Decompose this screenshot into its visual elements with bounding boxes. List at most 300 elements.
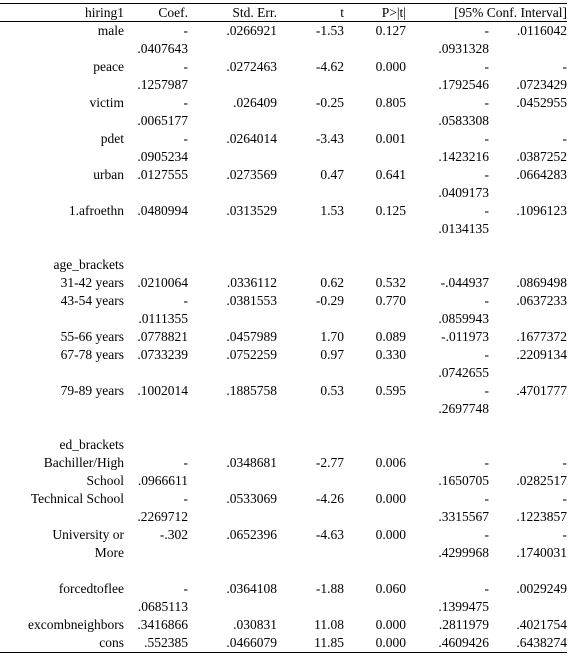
coef-cell-line: .0210064 [137,275,188,290]
ci-lower-cell-line: .0583308 [438,113,489,128]
header-p-value: P>|t| [344,4,406,22]
std-err-cell-line: .0313529 [226,203,277,218]
coef-cell-line: - [183,455,188,470]
std-err-cell [188,616,277,634]
std-err-cell [188,202,277,238]
table-row [0,166,567,202]
ci-upper-cell-line: .1223857 [516,509,567,524]
ci-upper-cell-line: .0029249 [516,581,567,596]
variable-name-line: 31-42 years [60,275,124,290]
ci-lower-cell [406,166,489,202]
table-row [0,130,567,166]
t-stat-cell-line: -4.63 [315,527,344,542]
ci-upper-cell [489,490,567,526]
std-err-cell-line: .1885758 [226,383,277,398]
ci-upper-cell-line: .1677372 [516,329,567,344]
group-label-row [0,256,567,274]
std-err-cell [188,346,277,382]
table-row [0,580,567,616]
t-stat-cell [277,454,344,490]
std-err-cell-line: .0466079 [226,635,277,650]
variable-name [0,94,124,130]
t-stat-cell-line: 0.53 [320,383,344,398]
std-err-cell-line: .0533069 [226,491,277,506]
ci-lower-cell [406,256,489,274]
ci-lower-cell-line: - [484,527,489,542]
variable-name-line: 43-54 years [60,293,124,308]
coef-cell [124,22,188,59]
ci-upper-cell [489,436,567,454]
p-value-cell-line: 0.532 [375,275,406,290]
ci-lower-cell [406,292,489,328]
p-value-cell-line: 0.000 [375,635,406,650]
coef-cell [124,130,188,166]
header-row [0,4,567,22]
ci-lower-cell-line: - [484,167,489,182]
variable-name [0,526,124,562]
ci-lower-cell-line: -.011973 [441,329,489,344]
p-value-cell-line: 0.000 [375,59,406,74]
p-value-cell [344,382,406,418]
std-err-cell [188,58,277,94]
std-err-cell [188,382,277,418]
p-value-cell-line: 0.127 [375,23,406,38]
ci-lower-cell-line: - [484,383,489,398]
variable-name [0,580,124,616]
ci-upper-cell [489,256,567,274]
t-stat-cell-line: -0.25 [315,95,344,110]
ci-lower-cell-line: - [484,95,489,110]
ci-lower-cell [406,58,489,94]
coef-cell-line: .0127555 [137,167,188,182]
ci-upper-cell-line: .6438274 [516,635,567,650]
ci-lower-cell [406,454,489,490]
ci-upper-cell [489,130,567,166]
header-dependent-variable: hiring1 [0,4,124,22]
t-stat-cell-line: -4.26 [315,491,344,506]
p-value-cell [344,58,406,94]
regression-table [0,3,567,653]
p-value-cell-line: 0.595 [375,383,406,398]
ci-upper-cell [489,526,567,562]
ci-upper-cell-line: .0282517 [516,473,567,488]
group-label-row [0,436,567,454]
t-stat-cell [277,22,344,59]
p-value-cell-line: 0.000 [375,491,406,506]
coef-cell-line: -.302 [159,527,188,542]
ci-lower-cell [406,328,489,346]
std-err-cell [188,454,277,490]
coef-cell-line: .0905234 [137,149,188,164]
t-stat-cell-line: 0.47 [320,167,344,182]
ci-lower-cell-line: .1423216 [438,149,489,164]
ci-lower-cell-line: - [484,203,489,218]
coef-cell-line: .3416866 [137,617,188,632]
variable-name-line: Bachiller/High [43,455,124,470]
coef-cell [124,382,188,418]
coef-cell [124,454,188,490]
coef-cell [124,58,188,94]
variable-name-line: cons [99,635,124,650]
p-value-cell-line: 0.641 [375,167,406,182]
t-stat-cell-line: 1.70 [320,329,344,344]
ci-lower-cell [406,490,489,526]
variable-name [0,328,124,346]
ci-upper-cell [489,616,567,634]
ci-lower-cell-line: .0742655 [438,365,489,380]
ci-lower-cell-line: - [484,293,489,308]
p-value-cell-line: 0.000 [375,527,406,542]
coef-cell-line: .0111355 [138,311,188,326]
table-row [0,634,567,653]
p-value-cell [344,580,406,616]
table-row [0,454,567,490]
t-stat-cell-line: 11.85 [314,635,344,650]
ci-upper-cell-line: .0664283 [516,167,567,182]
p-value-cell-line: 0.805 [375,95,406,110]
ci-upper-cell-line: .4021754 [516,617,567,632]
variable-name [0,382,124,418]
ci-upper-cell [489,22,567,59]
coef-cell-line: .552385 [144,635,188,650]
variable-name [0,292,124,328]
ci-lower-cell-line: .1792546 [438,77,489,92]
p-value-cell [344,634,406,653]
coef-cell-line: - [183,95,188,110]
table-row [0,616,567,634]
variable-name [0,616,124,634]
t-stat-cell [277,436,344,454]
p-value-cell [344,256,406,274]
t-stat-cell [277,328,344,346]
ci-lower-cell-line: .3315567 [438,509,489,524]
std-err-cell [188,292,277,328]
table-row [0,346,567,382]
ci-lower-cell-line: .0409173 [438,185,489,200]
coef-cell-line: .0480994 [137,203,188,218]
t-stat-cell [277,634,344,653]
variable-name-line: age_brackets [53,257,124,272]
std-err-cell [188,634,277,653]
ci-lower-cell-line: - [484,23,489,38]
ci-lower-cell [406,130,489,166]
std-err-cell [188,166,277,202]
t-stat-cell [277,292,344,328]
spacer-cell [0,418,567,436]
ci-lower-cell [406,22,489,59]
variable-name-line: urban [93,167,124,182]
ci-upper-cell-line: .2209134 [516,347,567,362]
ci-upper-cell [489,634,567,653]
variable-name [0,166,124,202]
std-err-cell-line: .026409 [233,95,277,110]
variable-name [0,634,124,653]
coef-cell-line: .0685113 [137,599,188,614]
ci-lower-cell [406,346,489,382]
std-err-cell-line: .030831 [233,617,277,632]
ci-upper-cell-line: - [562,59,567,74]
std-err-cell-line: .0266921 [226,23,277,38]
ci-lower-cell [406,274,489,292]
ci-lower-cell [406,526,489,562]
coef-cell [124,634,188,653]
ci-lower-cell [406,94,489,130]
std-err-cell [188,130,277,166]
ci-lower-cell-line: .1399475 [438,599,489,614]
coef-cell-line: .1002014 [137,383,188,398]
coef-cell [124,292,188,328]
table-row [0,490,567,526]
spacer-row [0,418,567,436]
coef-cell [124,166,188,202]
ci-lower-cell [406,634,489,653]
variable-name-line: 1.afroethn [68,203,124,218]
coef-cell [124,580,188,616]
coef-cell [124,346,188,382]
p-value-cell [344,202,406,238]
ci-lower-cell-line: - [484,347,489,362]
ci-upper-cell-line: - [562,491,567,506]
ci-lower-cell [406,616,489,634]
t-stat-cell [277,256,344,274]
coef-cell [124,328,188,346]
variable-name-line: 79-89 years [60,383,124,398]
p-value-cell [344,130,406,166]
ci-lower-cell-line: -.044937 [440,275,489,290]
variable-name-line: More [94,545,124,560]
p-value-cell-line: 0.089 [375,329,406,344]
t-stat-cell-line: -2.77 [315,455,344,470]
ci-upper-cell-line: .1740031 [516,545,567,560]
variable-name [0,202,124,238]
ci-upper-cell [489,202,567,238]
coef-cell-line: - [183,293,188,308]
p-value-cell-line: 0.125 [375,203,406,218]
variable-name-line: forcedtoflee [58,581,124,596]
ci-upper-cell-line: .0637233 [516,293,567,308]
ci-lower-cell [406,202,489,238]
ci-lower-cell-line: - [484,455,489,470]
table-row [0,328,567,346]
std-err-cell-line: .0457989 [226,329,277,344]
coef-cell-line: .2269712 [137,509,188,524]
header-conf-interval: [95% Conf. Interval] [406,4,567,22]
variable-name-line: 67-78 years [60,347,124,362]
header-std-err: Std. Err. [188,4,277,22]
std-err-cell-line: .0381553 [226,293,277,308]
p-value-cell-line: 0.006 [375,455,406,470]
ci-upper-cell [489,94,567,130]
variable-name-line: pdet [100,131,124,146]
ci-lower-cell-line: .2811979 [438,617,489,632]
variable-name-line: Technical School [30,491,124,506]
std-err-cell [188,256,277,274]
coef-cell-line: - [183,23,188,38]
spacer-row [0,238,567,256]
ci-lower-cell [406,436,489,454]
table-row [0,292,567,328]
p-value-cell [344,274,406,292]
p-value-cell [344,454,406,490]
t-stat-cell [277,490,344,526]
ci-lower-cell-line: .1650705 [438,473,489,488]
variable-name-line: School [86,473,124,488]
t-stat-cell [277,526,344,562]
std-err-cell [188,490,277,526]
ci-upper-cell [489,292,567,328]
coef-cell [124,256,188,274]
t-stat-cell [277,382,344,418]
std-err-cell [188,274,277,292]
ci-lower-cell-line: - [484,491,489,506]
ci-lower-cell-line: - [484,581,489,596]
t-stat-cell [277,58,344,94]
p-value-cell [344,346,406,382]
spacer-row [0,562,567,580]
t-stat-cell [277,94,344,130]
std-err-cell-line: .0264014 [226,131,277,146]
ci-lower-cell-line: - [484,131,489,146]
coef-cell [124,526,188,562]
t-stat-cell-line: 0.97 [320,347,344,362]
t-stat-cell-line: -0.29 [315,293,344,308]
p-value-cell [344,22,406,59]
ci-upper-cell [489,382,567,418]
p-value-cell-line: 0.001 [375,131,406,146]
coef-cell-line: .0065177 [137,113,188,128]
ci-lower-cell-line: .0134135 [438,221,489,236]
coef-cell-line: - [183,581,188,596]
p-value-cell [344,94,406,130]
coef-cell [124,274,188,292]
coef-cell [124,94,188,130]
t-stat-cell [277,580,344,616]
p-value-cell [344,328,406,346]
coef-cell [124,490,188,526]
p-value-cell-line: 0.000 [375,617,406,632]
t-stat-cell [277,166,344,202]
t-stat-cell-line: 1.53 [320,203,344,218]
table-row [0,94,567,130]
ci-upper-cell [489,328,567,346]
ci-lower-cell [406,382,489,418]
p-value-cell-line: 0.330 [375,347,406,362]
header-coef: Coef. [124,4,188,22]
ci-upper-cell [489,346,567,382]
spacer-cell [0,238,567,256]
p-value-cell [344,490,406,526]
std-err-cell [188,22,277,59]
t-stat-cell [277,130,344,166]
variable-name-line: victim [89,95,124,110]
coef-cell-line: - [183,491,188,506]
ci-upper-cell [489,166,567,202]
variable-name [0,130,124,166]
table-row [0,58,567,94]
variable-name [0,256,124,274]
std-err-cell-line: .0272463 [226,59,277,74]
variable-name-line: ed_brackets [59,437,124,452]
variable-name-line: male [97,23,124,38]
std-err-cell-line: .0273569 [226,167,277,182]
std-err-cell-line: .0364108 [226,581,277,596]
table-row [0,382,567,418]
p-value-cell-line: 0.060 [375,581,406,596]
std-err-cell-line: .0336112 [226,275,277,290]
coef-cell-line: .0407643 [137,41,188,56]
ci-lower-cell [406,580,489,616]
t-stat-cell-line: -4.62 [315,59,344,74]
table-row [0,526,567,562]
ci-upper-cell-line: .0723429 [516,77,567,92]
std-err-cell-line: .0348681 [226,455,277,470]
variable-name [0,58,124,94]
table-header [0,4,567,22]
ci-lower-cell-line: .0859943 [438,311,489,326]
t-stat-cell-line: 11.08 [314,617,344,632]
coef-cell [124,202,188,238]
variable-name [0,274,124,292]
table-row [0,202,567,238]
coef-cell-line: .1257987 [137,77,188,92]
t-stat-cell-line: -1.88 [315,581,344,596]
ci-lower-cell-line: .4299968 [438,545,489,560]
ci-lower-cell-line: .2697748 [438,401,489,416]
t-stat-cell-line: -1.53 [315,23,344,38]
variable-name-line: peace [93,59,124,74]
coef-cell-line: .0733239 [137,347,188,362]
p-value-cell [344,436,406,454]
t-stat-cell [277,274,344,292]
ci-lower-cell-line: - [484,59,489,74]
ci-upper-cell-line: .1096123 [516,203,567,218]
coef-cell [124,616,188,634]
t-stat-cell-line: -3.43 [315,131,344,146]
std-err-cell [188,580,277,616]
variable-name [0,346,124,382]
ci-upper-cell-line: - [562,527,567,542]
ci-upper-cell-line: .0452955 [516,95,567,110]
ci-lower-cell-line: .4609426 [438,635,489,650]
t-stat-cell [277,202,344,238]
std-err-cell-line: .0652396 [226,527,277,542]
p-value-cell [344,616,406,634]
table-body [0,22,567,653]
std-err-cell [188,436,277,454]
variable-name-line: 55-66 years [60,329,124,344]
ci-upper-cell-line: .0116042 [516,23,567,38]
table-row [0,22,567,59]
std-err-cell [188,94,277,130]
variable-name [0,454,124,490]
header-t: t [277,4,344,22]
coef-cell-line: .0966611 [137,473,188,488]
coef-cell-line: .0778821 [137,329,188,344]
std-err-cell-line: .0752259 [226,347,277,362]
ci-upper-cell-line: .0387252 [516,149,567,164]
spacer-cell [0,562,567,580]
t-stat-cell-line: 0.62 [320,275,344,290]
ci-upper-cell-line: - [562,131,567,146]
ci-upper-cell [489,580,567,616]
t-stat-cell [277,616,344,634]
ci-upper-cell [489,274,567,292]
p-value-cell-line: 0.770 [375,293,406,308]
ci-upper-cell-line: .4701777 [516,383,567,398]
ci-upper-cell [489,454,567,490]
variable-name-line: University or [52,527,124,542]
table-row [0,274,567,292]
